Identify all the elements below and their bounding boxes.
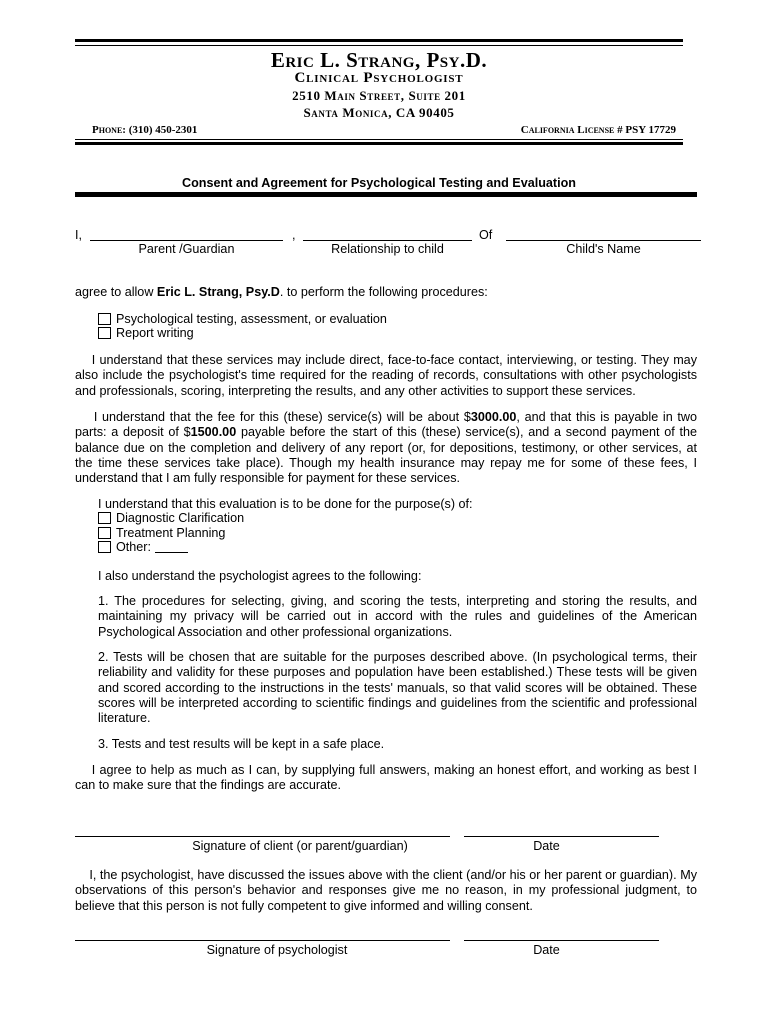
- letterhead-title: Clinical Psychologist: [294, 70, 464, 86]
- procedure-label-testing: Psychological testing, assessment, or evaluation: [116, 312, 387, 326]
- services-paragraph: [75, 353, 697, 399]
- comma-separator: ,: [292, 228, 296, 242]
- help-paragraph: [75, 763, 697, 794]
- procedure-label-report: Report writing: [116, 326, 194, 340]
- header-bottom-rule-thin: [75, 139, 683, 140]
- psychologist-date-field[interactable]: [464, 940, 659, 941]
- checkbox-treatment-planning[interactable]: [98, 527, 111, 539]
- other-purpose-field[interactable]: [155, 552, 188, 553]
- psychologist-date-label: Date: [533, 943, 560, 957]
- checkbox-report-writing[interactable]: [98, 327, 111, 339]
- psychologist-paragraph: [75, 868, 697, 914]
- of-label: Of: [479, 228, 493, 242]
- purpose-label-diagnostic: Diagnostic Clarification: [116, 511, 245, 525]
- purpose-label-treatment: Treatment Planning: [116, 526, 226, 540]
- psychologist-signature-field[interactable]: [75, 940, 450, 941]
- fee-deposit: 1500.00: [190, 425, 237, 440]
- psychologist-signature-label: Signature of psychologist: [206, 943, 348, 957]
- checkbox-psychological-testing[interactable]: [98, 313, 111, 325]
- fee-text-1: I understand that the fee for this (these) service(s) will be about $: [93, 410, 471, 424]
- agreement-item-3: 3. Tests and test results will be kept in a safe place.: [98, 737, 385, 751]
- agreement-item-2: 2. Tests will be chosen that are suitable for the purposes described above. (In psychological terms, their reliability and validity for these purposes and population have been established.) These tests will be given and scored according to the instructions in the tests' manuals, so that valid scores will be obtained. These scores will be interpreted according to scientific findings and guidelines from the scientific and professional literature.: [98, 650, 697, 726]
- letterhead-license: California License # PSY 17729: [520, 124, 676, 136]
- purpose-label-other: Other:: [116, 540, 151, 554]
- agreement-item-1: 1. The procedures for selecting, giving, and scoring the tests, interpreting and storing the results, and maintaining my privacy will be carried out in accord with the rules and guidelines of the American Psychological Association and other professional organizations.: [98, 594, 697, 639]
- services-text: I understand that these services may include direct, face-to-face contact, interviewing, or testing. They may also include the psychologist's time required for the reading of records, consultations with other psychologists and professionals, scoring, interpreting the results, and any other activities to support these services.: [75, 353, 697, 398]
- fee-text-3: payable before the start of this (these) service(s), and a second payment of the balance due on the completion and delivery of any report (or, for depositions, testimony, or other services, at the time these services take place). Though my health insurance may repay me for some of these fees, I understand that I am fully responsible for payment for these services.: [75, 425, 697, 486]
- client-date-label: Date: [533, 839, 560, 853]
- letterhead-name: Eric L. Strang, Psy.D.: [270, 48, 488, 72]
- child-name-field[interactable]: [506, 240, 701, 241]
- parent-guardian-label: Parent /Guardian: [138, 242, 235, 256]
- top-rule-thick: [75, 39, 683, 42]
- agree-prefix: agree to allow: [75, 285, 157, 299]
- agrees-intro: I also understand the psychologist agrees to the following:: [98, 569, 422, 583]
- form-title: Consent and Agreement for Psychological Testing and Evaluation: [182, 176, 576, 190]
- letterhead-phone: Phone: (310) 450-2301: [92, 124, 198, 136]
- fee-text-2: , and that this is payable in two parts: a deposit of $: [75, 410, 698, 440]
- header-bottom-rule-thick: [75, 142, 683, 145]
- checkbox-other[interactable]: [98, 541, 111, 553]
- i-label: I,: [75, 228, 82, 242]
- client-signature-field[interactable]: [75, 836, 450, 837]
- help-text: I agree to help as much as I can, by supplying full answers, making an honest effort, and working as best I can to make sure that the findings are accurate.: [75, 763, 697, 793]
- checkbox-diagnostic-clarification[interactable]: [98, 512, 111, 524]
- agree-suffix: . to perform the following procedures:: [279, 285, 488, 299]
- agree-statement: [75, 285, 488, 300]
- fee-paragraph: [75, 410, 697, 486]
- title-underline-bar: [75, 192, 697, 197]
- fee-total: 3000.00: [470, 410, 517, 424]
- client-signature-label: Signature of client (or parent/guardian): [192, 839, 408, 853]
- top-rule-thin: [75, 45, 683, 46]
- psychologist-name: Eric L. Strang, Psy.D: [156, 285, 280, 299]
- letterhead-address-line1: 2510 Main Street, Suite 201: [292, 88, 466, 103]
- psychologist-text: I, the psychologist, have discussed the issues above with the client (and/or his or her parent or guardian). My observations of this person's behavior and responses give me no reason, in my professional judgment, to believe that this person is not fully competent to give informed and willing consent.: [75, 868, 697, 913]
- parent-guardian-field[interactable]: [90, 240, 283, 241]
- relationship-field[interactable]: [303, 240, 472, 241]
- letterhead-address-line2: Santa Monica, CA 90405: [303, 105, 455, 120]
- client-date-field[interactable]: [464, 836, 659, 837]
- relationship-label: Relationship to child: [331, 242, 444, 256]
- child-name-label: Child's Name: [566, 242, 641, 256]
- purpose-intro: I understand that this evaluation is to be done for the purpose(s) of:: [98, 497, 473, 511]
